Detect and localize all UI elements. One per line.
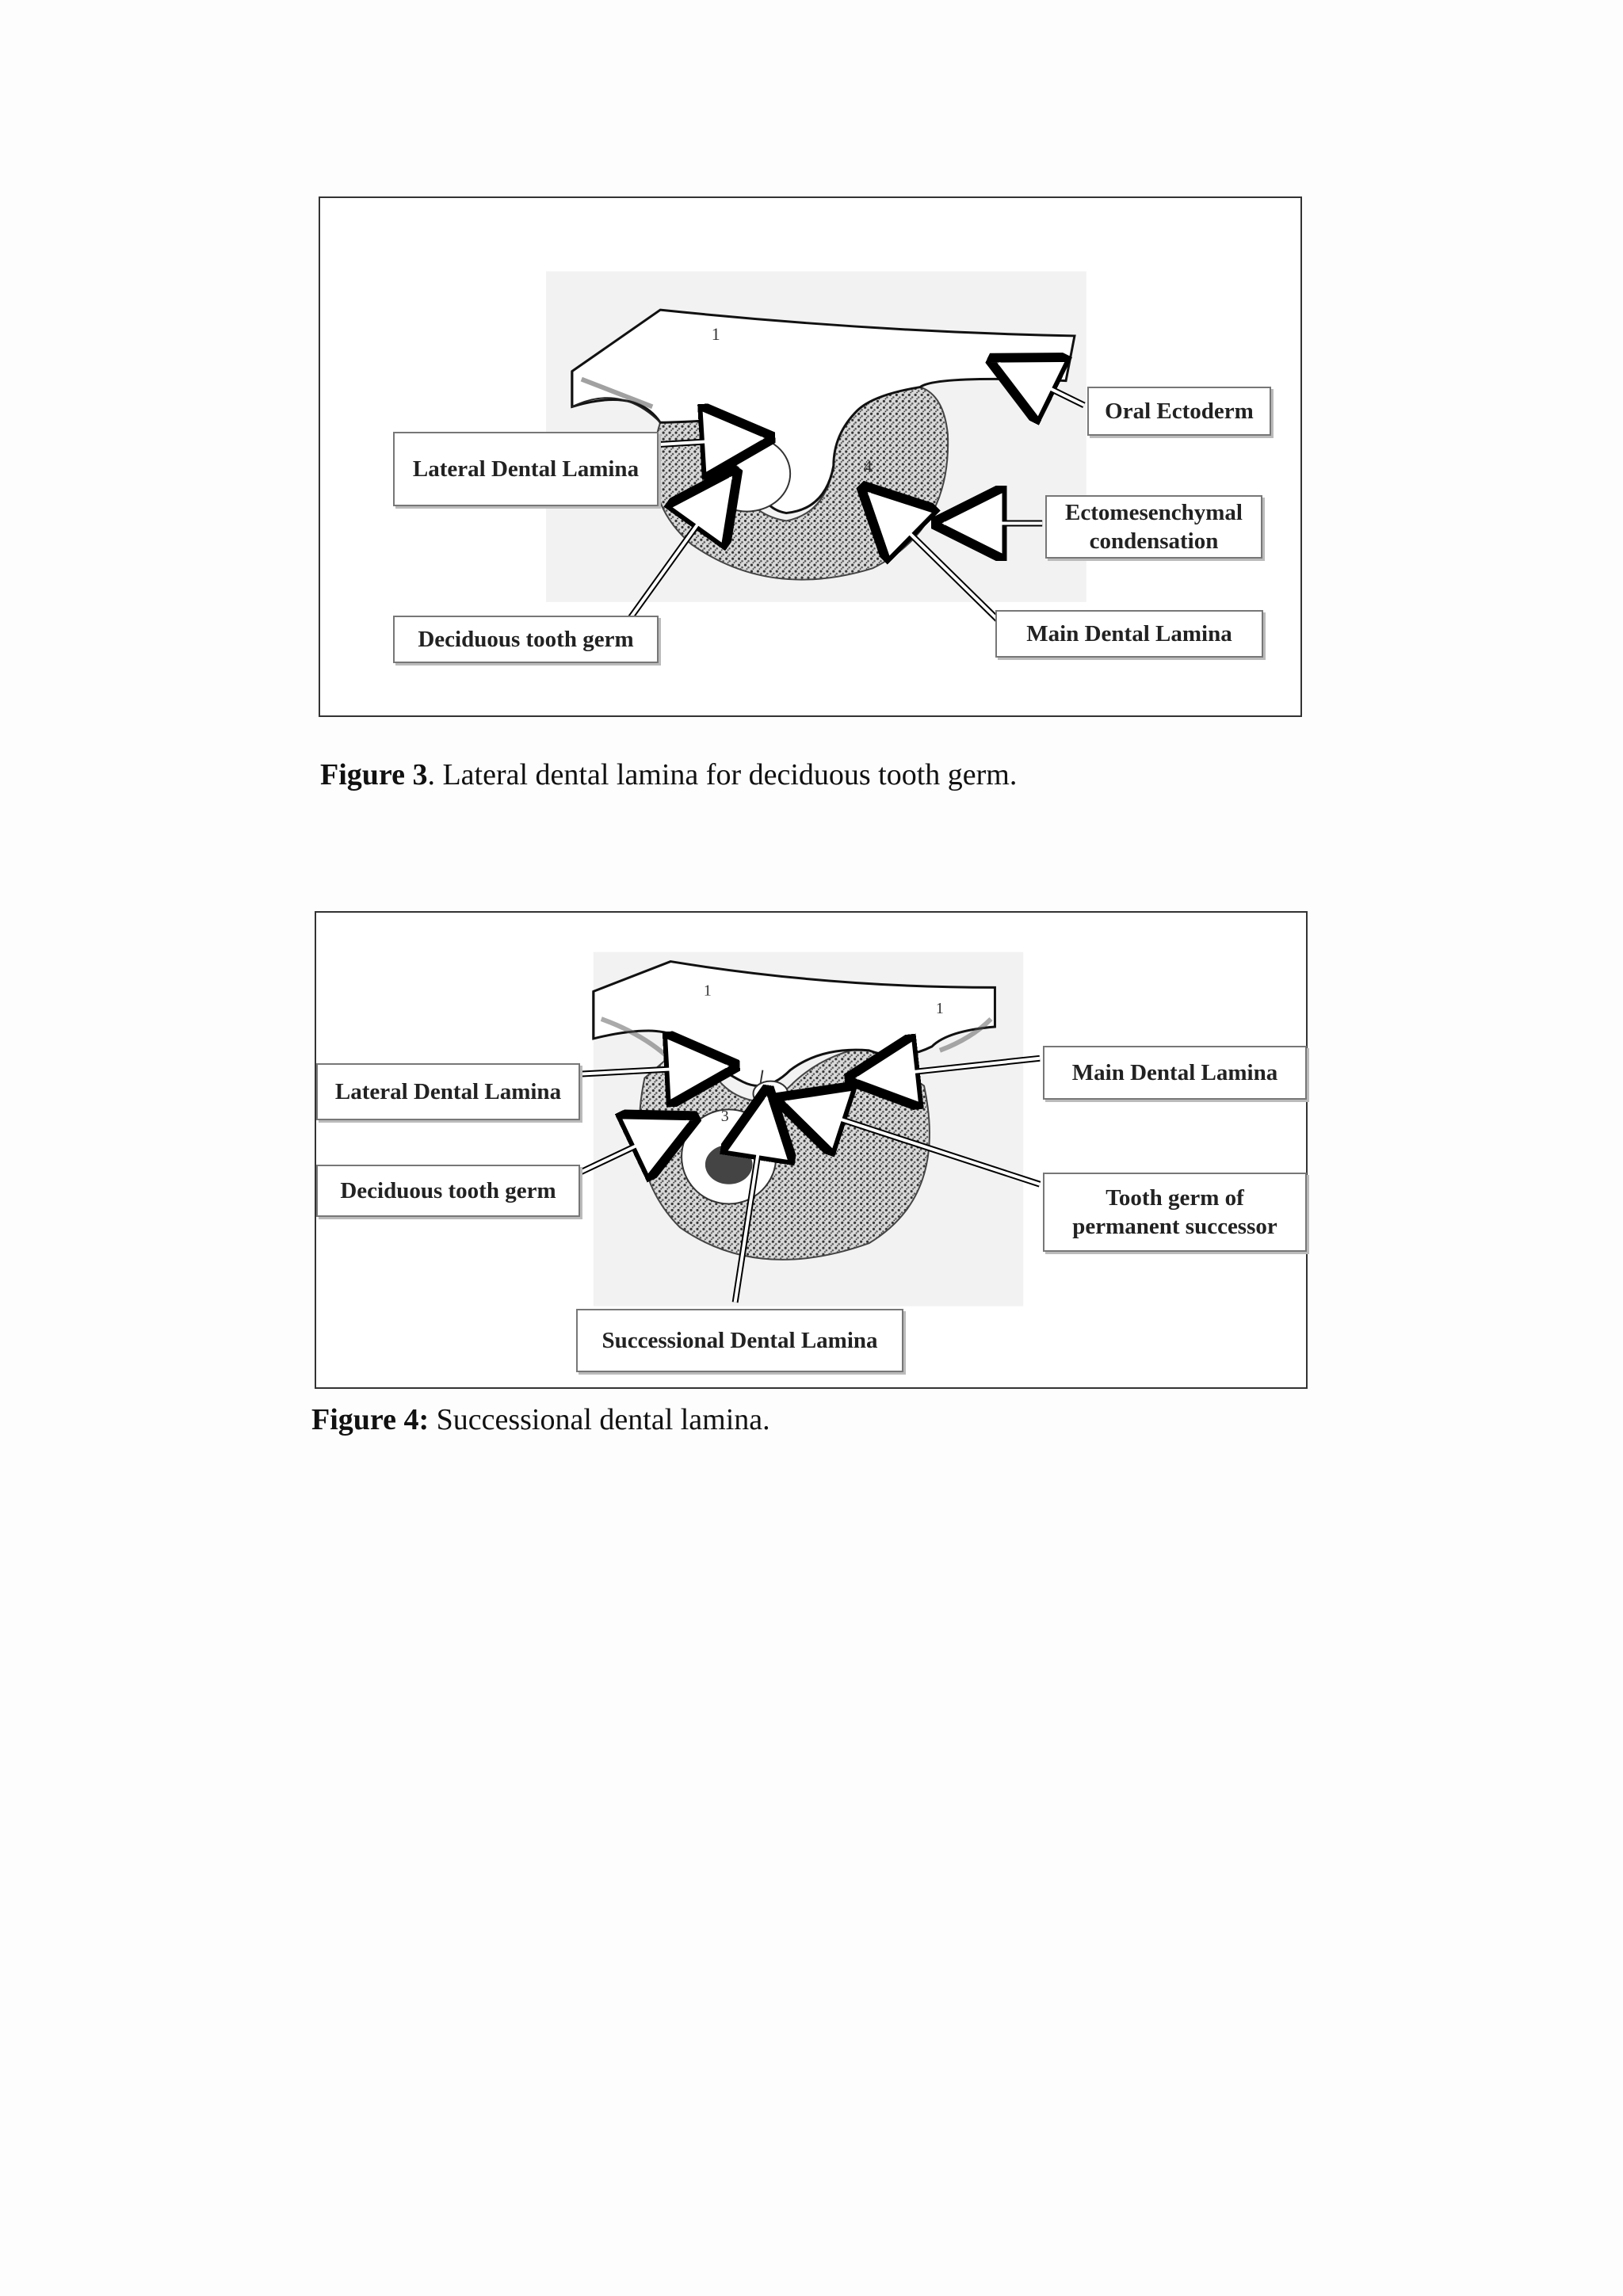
structure-number-3: 3	[720, 1108, 729, 1126]
structure-number-1: 1	[711, 324, 720, 344]
figure-3-caption-label: Figure 3	[320, 758, 428, 791]
figure-3-caption	[320, 757, 1017, 792]
label-main-dental-lamina: Main Dental Lamina	[1043, 1046, 1307, 1100]
label-deciduous-tooth-germ: Deciduous tooth germ	[393, 616, 659, 663]
label-deciduous-tooth-germ: Deciduous tooth germ	[316, 1165, 580, 1217]
figure-4-panel	[315, 911, 1308, 1389]
structure-number-4: 4	[863, 456, 873, 476]
figure-3-caption-text: . Lateral dental lamina for deciduous tooth germ.	[427, 758, 1018, 791]
deciduous-tooth-germ-core	[705, 1145, 753, 1184]
label-oral-ectoderm: Oral Ectoderm	[1087, 387, 1271, 436]
figure-4-caption	[311, 1402, 770, 1437]
permanent-tooth-germ-shape	[753, 1081, 788, 1107]
label-tooth-germ-permanent-successor: Tooth germ of permanent successor	[1043, 1173, 1307, 1252]
label-main-dental-lamina: Main Dental Lamina	[995, 610, 1263, 658]
label-lateral-dental-lamina: Lateral Dental Lamina	[393, 432, 659, 506]
label-lateral-dental-lamina: Lateral Dental Lamina	[316, 1063, 580, 1120]
figure-4-caption-text: Successional dental lamina.	[429, 1403, 770, 1436]
label-ectomesenchymal-condensation: Ectomesenchymal condensation	[1045, 495, 1262, 559]
structure-number-1a: 1	[703, 982, 712, 1000]
figure-3-panel	[319, 196, 1302, 717]
figure-4-caption-label: Figure 4:	[311, 1403, 430, 1436]
structure-number-1b: 1	[935, 1000, 944, 1018]
label-successional-dental-lamina: Successional Dental Lamina	[576, 1309, 903, 1372]
